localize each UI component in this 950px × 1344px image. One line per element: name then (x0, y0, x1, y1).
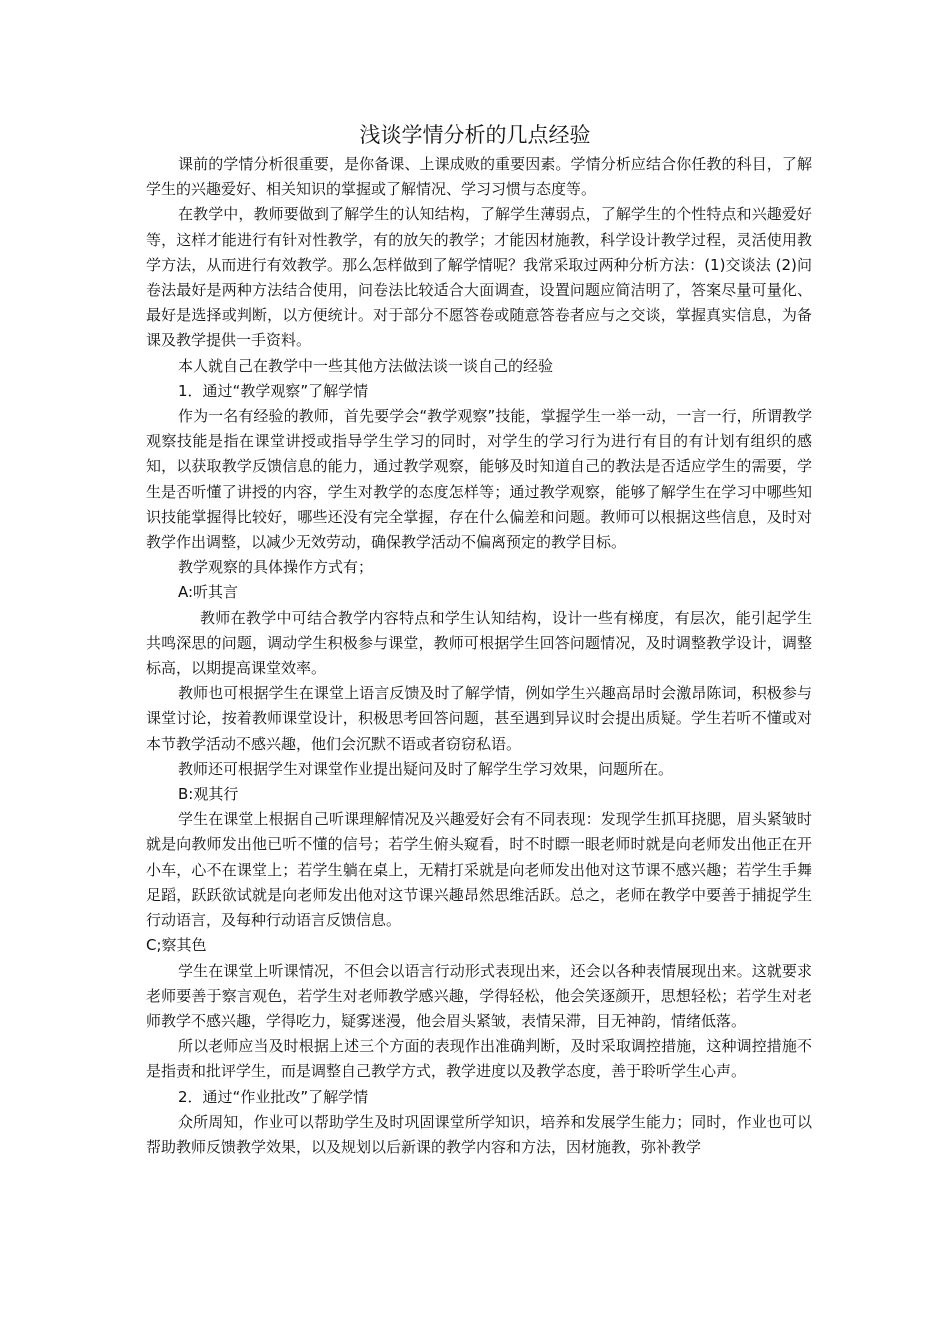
paragraph-adjust: 所以老师应当及时根据上述三个方面的表现作出准确判断，及时采取调控措施，这种调控措施不是指责和批评学生，而是调整自己教学方式，教学进度以及教学态度，善于聆听学生心声。 (146, 1037, 812, 1081)
section-heading-2: 2．通过“作业批改”了解学情 (178, 1087, 369, 1106)
paragraph-listen-1: 教师在教学中可结合教学内容特点和学生认知结构，设计一些有梯度，有层次，能引起学生共鸣深思的问题，调动学生积极参与课堂，教师可根据学生回答问题情况，及时调整教学设计，调整标高，以期提高课堂效率。 (146, 608, 812, 678)
paragraph-observation-ways: 教学观察的具体操作方式有； (178, 558, 374, 577)
subheading-b: B:观其行 (178, 785, 239, 804)
paragraph-listen-3: 教师还可根据学生对课堂作业提出疑问及时了解学生学习效果，问题所在。 (178, 759, 674, 778)
section-heading-1: 1．通过“教学观察”了解学情 (178, 381, 369, 400)
paragraph-intro: 课前的学情分析很重要，是你备课、上课成败的重要因素。学情分析应结合你任教的科目，了解学生的兴趣爱好、相关知识的掌握或了解情况、学习习惯与态度等。 (146, 155, 812, 199)
document-title: 浅谈学情分析的几点经验 (359, 123, 591, 147)
paragraph-lead: 本人就自己在教学中一些其他方法做法谈一谈自己的经验 (178, 356, 554, 375)
subheading-a: A:听其言 (178, 583, 239, 602)
paragraph-methods: 在教学中，教师要做到了解学生的认知结构，了解学生薄弱点，了解学生的个性特点和兴趣爱好等，这样才能进行有针对性教学，有的放矢的教学；才能因材施教，科学设计教学过程，灵活使用教学方法，从而进行有效教学。那么怎样做到了解学情呢？我常采取过两种分析方法：(1)交谈法 (2)问卷法最好是两种方法结合使用，问卷法比较适合大面调查，设置问题应简洁明了，答案尽量可量化、最好是选择或判断，以方便统计。对于部分不愿答卷或随意答卷者应与之交谈，掌握真实信息，为备课及教学提供一手资料。 (146, 205, 812, 350)
paragraph-observation: 作为一名有经验的教师，首先要学会“教学观察”技能，掌握学生一举一动，一言一行，所谓教学观察技能是指在课堂讲授或指导学生学习的同时，对学生的学习行为进行有目的有计划有组织的感知，以获取教学反馈信息的能力，通过教学观察，能够及时知道自己的教法是否适应学生的需要，学生是否听懂了讲授的内容，学生对教学的态度怎样等；通过教学观察，能够了解学生在学习中哪些知识技能掌握得比较好，哪些还没有完全掌握，存在什么偏差和问题。教师可以根据这些信息，及时对教学作出调整，以减少无效劳动，确保教学活动不偏离预定的教学目标。 (146, 407, 812, 552)
paragraph-watch: 学生在课堂上根据自己听课理解情况及兴趣爱好会有不同表现：发现学生抓耳挠腮，眉头紧皱时就是向教师发出他已听不懂的信号；若学生俯头窥看，时不时瞟一眼老师时就是向老师发出他正在开小车，心不在课堂上；若学生躺在桌上，无精打采就是向老师发出他对这节课不感兴趣；若学生手舞足蹈，跃跃欲试就是向老师发出他对这节课兴趣昂然思维活跃。总之，老师在教学中要善于捕捉学生行动语言，及每种行动语言反馈信息。 (146, 810, 812, 930)
paragraph-listen-2: 教师也可根据学生在课堂上语言反馈及时了解学情，例如学生兴趣高昂时会激昂陈词，积极参与课堂讨论，按着教师课堂设计，积极思考回答问题，甚至遇到异议时会提出质疑。学生若听不懂或对本节教学活动不感兴趣，他们会沉默不语或者窃窃私语。 (146, 684, 812, 753)
paragraph-homework: 众所周知，作业可以帮助学生及时巩固课堂所学知识，培养和发展学生能力；同时，作业也可以帮助教师反馈教学效果，以及规划以后新课的教学内容和方法，因材施教，弥补教学 (146, 1112, 812, 1156)
document-body (146, 152, 812, 1160)
subheading-c: C;察其色 (146, 936, 207, 955)
paragraph-expression: 学生在课堂上听课情况，不但会以语言行动形式表现出来，还会以各种表情展现出来。这就要求老师要善于察言观色，若学生对老师教学感兴趣，学得轻松，他会笑逐颜开，思想轻松；若学生对老师教学不感兴趣，学得吃力，疑雾迷漫，他会眉头紧皱，表情呆滞，目无神韵，情绪低落。 (146, 961, 812, 1030)
